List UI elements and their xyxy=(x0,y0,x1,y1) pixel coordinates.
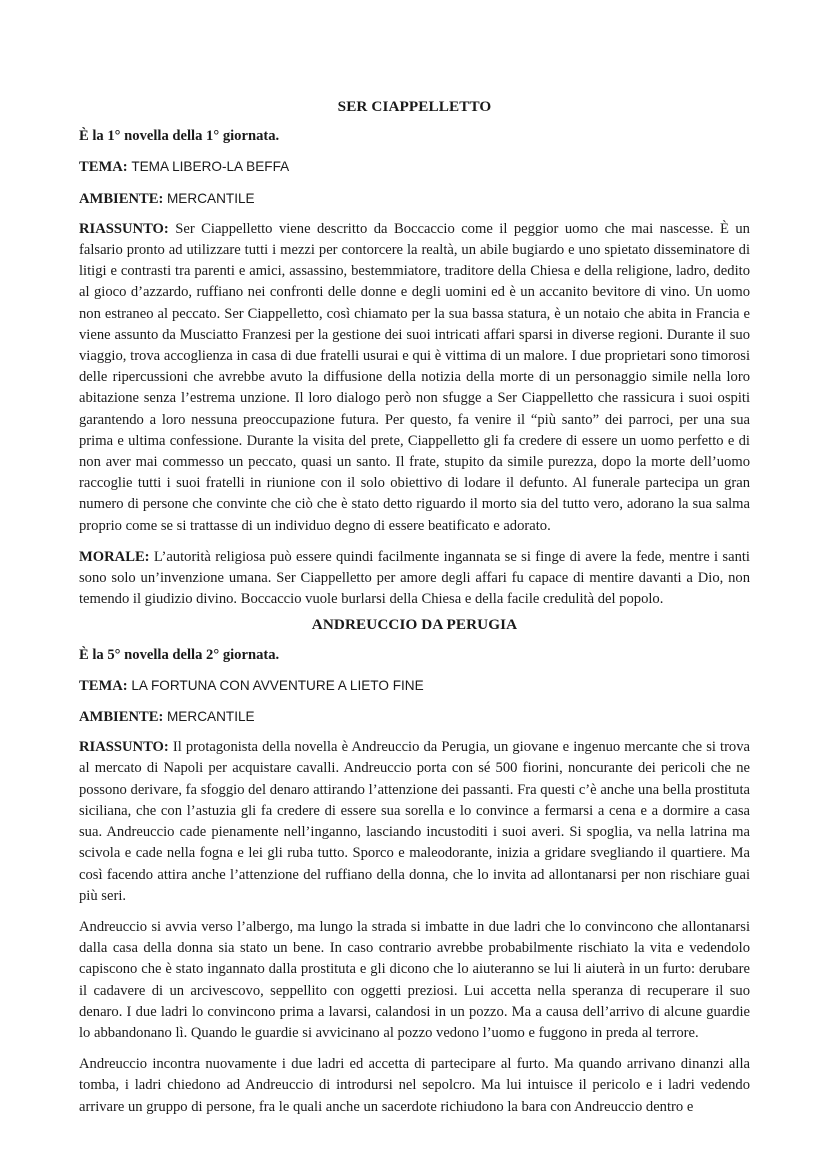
tema-label-2: TEMA: xyxy=(79,677,128,694)
riassunto-text: Ser Ciappelletto viene descritto da Boccaccio come il peggior uomo che mai nascesse. È un falsario pronto ad utilizzare tutti i mezzi per contorcere la realtà, un abile bugiardo e uno spietato disseminatore di litigi e contrasti tra parenti e amici, assassino, bestemmiatore, traditore della Chiesa e della religione, ladro, dedito al gioco d’azzardo, ruffiano nei confronti delle donne e degli uomini ed è un accanito bevitore di vino. Un uomo non estraneo al peccato. Ser Ciappelletto, così chiamato per la sua bassa statura, è un notaio che abita in Francia e viene assunto da Musciatto Franzesi per la gestione dei suoi intricati affari sparsi in diverse regioni. Durante il suo viaggio, trova accoglienza in casa di due fratelli usurai e qui è vittima di un malore. I due proprietari sono timorosi delle ripercussioni che avrebbe avuto la diffusione della notizia della morte di un personaggio simile nella loro abitazione senza l’estrema unzione. Il loro dialogo però non sfugge a Ser Ciappelletto che rassicura i suoi ospiti garantendo a loro nessuna preoccupazione futura. Per questo, fa venire il “più santo” dei parroci, per una sua prima e ultima confessione. Durante la visita del prete, Ciappelletto gli fa credere di essere un uomo perfetto e di non aver mai commesso un peccato, quasi un santo. Il frate, stupito da simile purezza, dopo la morte dell’uomo raccoglie tutti i suoi fratelli in riunione con il solo obiettivo di lodare il defunto. Al funerale partecipa un gran numero di persone che convinte che ciò che è stato detto riguardo il morto sia del tutto vero, adorano la sua salma proprio come se si trattasse di un individuo degno di essere beatificato e adorato. xyxy=(79,220,750,534)
riassunto-text-2: Il protagonista della novella è Andreuccio da Perugia, un giovane e ingenuo mercante che si trova al mercato di Napoli per acquistare cavalli. Andreuccio porta con sé 500 fiorini, noncurante dei pericoli che ne possono derivare, fa sfoggio del denaro attirando l’attenzione dei passanti. Fra questi c’è anche una bella prostituta siciliana, che con l’astuzia gli fa credere di essere sua sorella e lo convince a fermarsi a cena e a dormire a casa sua. Andreuccio cade pienamente nell’inganno, lasciando incustoditi i suoi averi. Si spoglia, va nella latrina ma scivola e cade nella fogna e lei gli ruba tutto. Sporco e maleodorante, inizia a gridare svegliando il quartiere. Ma così facendo attira anche l’attenzione del ruffiano della donna, che lo invita ad allontanarsi per non rischiare guai più seri. xyxy=(79,739,750,904)
riassunto-paragraph-2 xyxy=(79,737,750,907)
ambiente-label-2: AMBIENTE: xyxy=(79,709,164,726)
novella-intro-2: È la 5° novella della 2° giornata. xyxy=(79,646,280,663)
ambiente-value-2: MERCANTILE xyxy=(166,709,255,725)
paragraph-3: Andreuccio incontra nuovamente i due ladri ed accetta di partecipare al furto. Ma quando arrivano dinanzi alla tomba, i ladri chiedono ad Andreuccio di introdursi nel sepolcro. Ma lui intuisce il pericolo e i ladri vedendo arrivare un gruppo di persone, fra le quali anche un sacerdote richiudono la bara con Andreuccio dentro e xyxy=(79,1056,750,1115)
morale-paragraph xyxy=(79,547,750,611)
section-title-ciappelletto: SER CIAPPELLETTO xyxy=(337,98,492,115)
morale-label: MORALE: xyxy=(79,548,150,565)
riassunto-paragraph xyxy=(79,219,750,537)
document-page xyxy=(79,96,750,1128)
riassunto-label-2: RIASSUNTO: xyxy=(79,739,169,756)
riassunto-label: RIASSUNTO: xyxy=(79,220,169,237)
tema-value-2: LA FORTUNA CON AVVENTURE A LIETO FINE xyxy=(131,677,424,693)
section-title-andreuccio: ANDREUCCIO DA PERUGIA xyxy=(311,616,518,634)
tema-label: TEMA: xyxy=(79,159,128,176)
ambiente-line xyxy=(79,188,750,210)
morale-text: L’autorità religiosa può essere quindi facilmente ingannata se si finge di avere la fede, mentre i santi sono solo un’invenzione umana. Ser Ciappelletto per amore degli affari fu capace di mentire davanti a Dio, non temendo il giudizio divino. Boccaccio vuole burlarsi della Chiesa e della facile credulità del popolo. xyxy=(79,548,750,608)
novella-intro: È la 1° novella della 1° giornata. xyxy=(79,128,280,145)
ambiente-value: MERCANTILE xyxy=(166,190,255,206)
tema-line-2 xyxy=(79,675,750,697)
tema-value: TEMA LIBERO-LA BEFFA xyxy=(131,159,290,175)
ambiente-label: AMBIENTE: xyxy=(79,190,164,207)
tema-line xyxy=(79,156,750,178)
paragraph-2: Andreuccio si avvia verso l’albergo, ma lungo la strada si imbatte in due ladri che lo convincono che allontanarsi dalla casa della donna sia stato un bene. In caso contrario avrebbe probabilmente rischiato la vita e vedendolo capiscono che è stato ingannato dalla prostituta e gli dicono che lo aiuteranno se lui li aiuterà in un furto: derubare il cadavere di un arcivescovo, seppellito con oggetti preziosi. Lui accetta nella speranza di recuperare il suo denaro. I due ladri lo convincono prima a lavarsi, calandosi in un pozzo. Ma a causa dell’arrivo di alcune guardie lo abbandonano lì. Quando le guardie si avvicinano al pozzo vedono l’uomo e fuggono in preda al terrore. xyxy=(79,918,750,1041)
ambiente-line-2 xyxy=(79,706,750,728)
